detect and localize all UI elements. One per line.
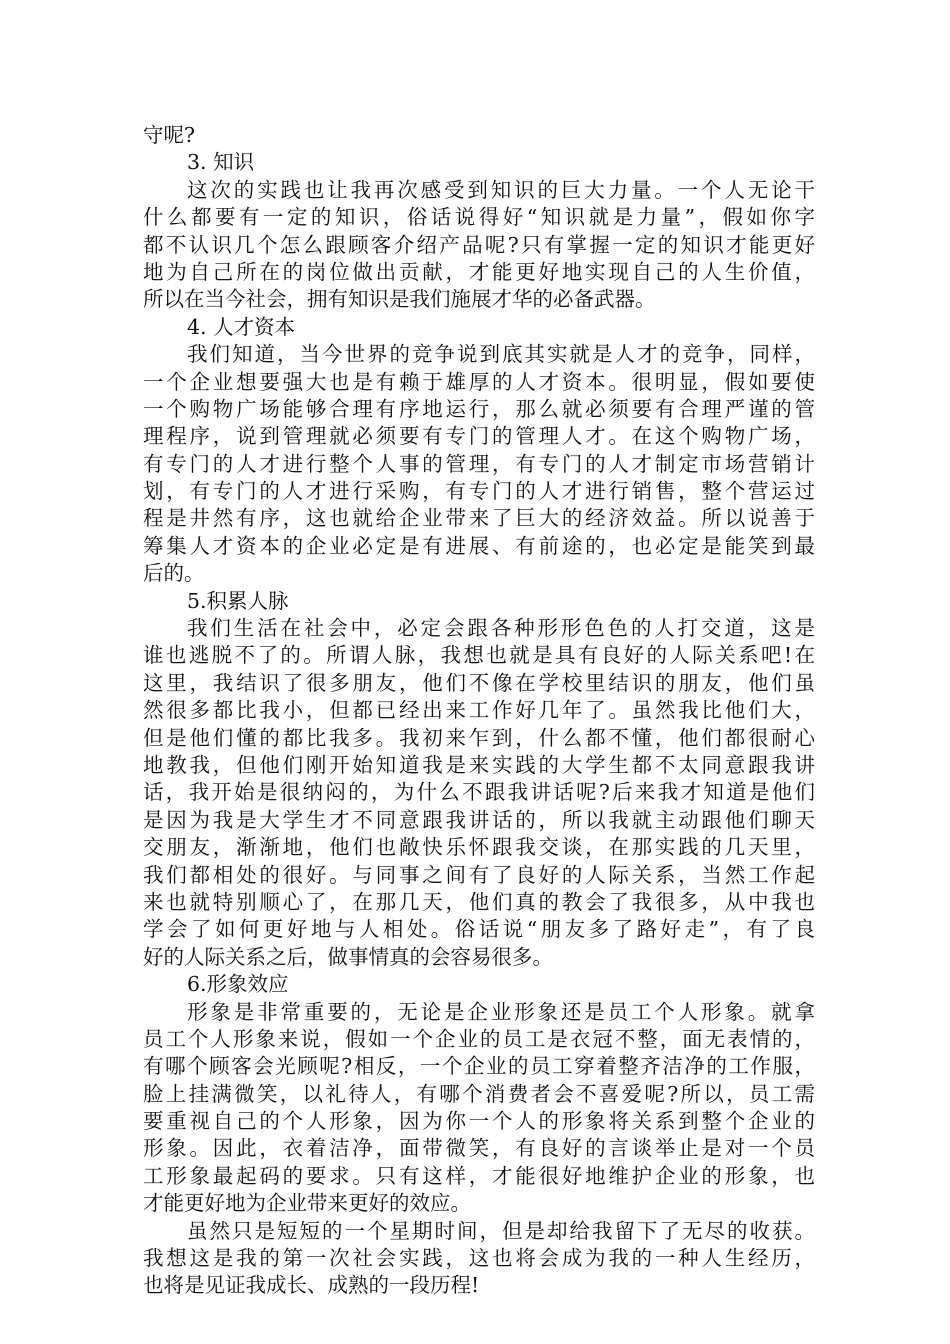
text-line: 话，我开始是很纳闷的，为什么不跟我讲话呢?后来我才知道是他们: [143, 780, 815, 805]
text-line: 谁也逃脱不了的。所谓人脉，我想也就是具有良好的人际关系吧!在: [143, 643, 815, 668]
text-line: 然很多都比我小，但都已经出来工作好几年了。虽然我比他们大，: [143, 698, 815, 723]
text-line: 才能更好地为企业带来更好的效应。: [143, 1191, 471, 1216]
text-line: 虽然只是短短的一个星期时间，但是却给我留下了无尽的收获。: [187, 1218, 815, 1243]
section-heading-line: 5.积累人脉: [187, 588, 289, 613]
text-line: 后的。: [143, 561, 205, 586]
text-line: 划，有专门的人才进行采购，有专门的人才进行销售，整个营运过: [143, 479, 815, 504]
text-line: 守呢?: [143, 123, 195, 147]
text-line: 来也就特别顺心了，在那几天，他们真的教会了我很多，从中我也: [143, 889, 815, 914]
text-line: 都不认识几个怎么跟顾客介绍产品呢?只有掌握一定的知识才能更好: [143, 232, 815, 257]
text-line: 也将是见证我成长、成熟的一段历程!: [143, 1273, 480, 1298]
section-heading-line: 3. 知识: [187, 150, 255, 175]
text-line: 一个购物广场能够合理有序地运行，那么就必须要有合理严谨的管: [143, 396, 815, 421]
text-line: 交朋友，渐渐地，他们也敞快乐怀跟我交谈，在那实践的几天里，: [143, 835, 815, 860]
text-line: 形象。因此，衣着洁净，面带微笑，有良好的言谈举止是对一个员: [143, 1136, 815, 1161]
text-line: 什么都要有一定的知识，俗话说得好“知识就是力量”，假如你字: [143, 205, 815, 230]
text-line: 我们生活在社会中，必定会跟各种形形色色的人打交道，这是: [187, 616, 815, 641]
text-line: 我们知道，当今世界的竞争说到底其实就是人才的竞争，同样，: [187, 342, 815, 367]
document-body: [143, 122, 815, 1300]
text-line: 筹集人才资本的企业必定是有进展、有前途的，也必定是能笑到最: [143, 533, 815, 558]
text-line: 形象是非常重要的，无论是企业形象还是员工个人形象。就拿: [187, 999, 815, 1024]
text-line: 程是井然有序，这也就给企业带来了巨大的经济效益。所以说善于: [143, 506, 815, 531]
text-line: 所以在当今社会，拥有知识是我们施展才华的必备武器。: [143, 287, 656, 312]
text-line: 好的人际关系之后，做事情真的会容易很多。: [143, 944, 553, 969]
text-line: 理程序，说到管理就必须要有专门的管理人才。在这个购物广场，: [143, 424, 815, 449]
section-heading-line: 6.形象效应: [187, 972, 289, 997]
text-line: 地教我，但他们刚开始知道我是来实践的大学生都不太同意跟我讲: [143, 752, 815, 777]
text-line: 但是他们懂的都比我多。我初来乍到，什么都不懂，他们都很耐心: [143, 725, 815, 750]
text-line: 是因为我是大学生才不同意跟我讲话的，所以我就主动跟他们聊天: [143, 807, 815, 832]
text-line: 这里，我结识了很多朋友，他们不像在学校里结识的朋友，他们虽: [143, 670, 815, 695]
text-line: 我想这是我的第一次社会实践，这也将会成为我的一种人生经历，: [143, 1246, 815, 1271]
text-line: 地为自己所在的岗位做出贡献，才能更好地实现自己的人生价值，: [143, 259, 815, 284]
text-line: 这次的实践也让我再次感受到知识的巨大力量。一个人无论干: [187, 177, 815, 202]
text-line: 一个企业想要强大也是有赖于雄厚的人才资本。很明显，假如要使: [143, 369, 815, 394]
text-line: 脸上挂满微笑，以礼待人，有哪个消费者会不喜爱呢?所以，员工需: [143, 1081, 815, 1106]
text-line: 员工个人形象来说，假如一个企业的员工是衣冠不整，面无表情的，: [143, 1026, 815, 1051]
text-line: 学会了如何更好地与人相处。俗话说“朋友多了路好走”，有了良: [143, 917, 815, 942]
section-heading-line: 4. 人才资本: [187, 314, 296, 339]
text-line: 有专门的人才进行整个人事的管理，有专门的人才制定市场营销计: [143, 451, 815, 476]
text-line: 有哪个顾客会光顾呢?相反，一个企业的员工穿着整齐洁净的工作服，: [143, 1054, 815, 1079]
text-line: 要重视自己的个人形象，因为你一个人的形象将关系到整个企业的: [143, 1109, 815, 1134]
text-line: 我们都相处的很好。与同事之间有了良好的人际关系，当然工作起: [143, 862, 815, 887]
text-line: 工形象最起码的要求。只有这样，才能很好地维护企业的形象，也: [143, 1163, 815, 1188]
